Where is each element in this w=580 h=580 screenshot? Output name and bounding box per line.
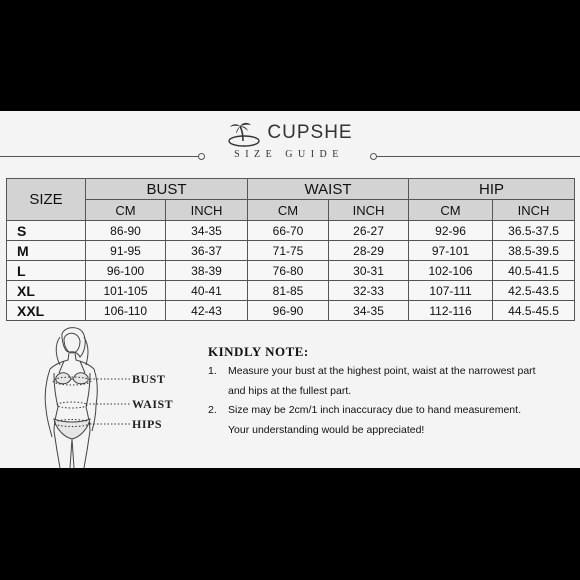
table-cell: 96-90 [248, 301, 329, 321]
table-cell: 26-27 [329, 221, 409, 241]
palm-tree-icon [227, 119, 261, 147]
unit-header: INCH [329, 200, 409, 221]
table-cell: 76-80 [248, 261, 329, 281]
size-label: L [7, 261, 86, 281]
size-guide-title: SIZE GUIDE [234, 149, 344, 160]
table-cell: 36.5-37.5 [493, 221, 575, 241]
bust-label: BUST [132, 372, 166, 386]
size-column-header: SIZE [7, 179, 86, 221]
table-cell: 112-116 [409, 301, 493, 321]
table-cell: 107-111 [409, 281, 493, 301]
kindly-note-title: KINDLY NOTE: [208, 344, 309, 359]
divider-dot-left [198, 153, 205, 160]
table-cell: 86-90 [86, 221, 166, 241]
table-cell: 28-29 [329, 241, 409, 261]
table-unit-row [7, 200, 575, 221]
note-item [208, 400, 568, 440]
hips-label: HIPS [132, 417, 163, 431]
size-label: XL [7, 281, 86, 301]
table-cell: 38.5-39.5 [493, 241, 575, 261]
table-cell: 66-70 [248, 221, 329, 241]
table-cell: 36-37 [166, 241, 248, 261]
table-cell: 71-75 [248, 241, 329, 261]
waist-group-header: WAIST [248, 179, 409, 200]
table-cell: 34-35 [166, 221, 248, 241]
brand-header [0, 119, 580, 147]
table-cell: 30-31 [329, 261, 409, 281]
table-cell: 40-41 [166, 281, 248, 301]
size-label: XXL [7, 301, 86, 321]
table-cell: 101-105 [86, 281, 166, 301]
table-row [7, 221, 575, 241]
table-cell: 42.5-43.5 [493, 281, 575, 301]
table-row [7, 261, 575, 281]
divider-line-left [0, 156, 200, 157]
table-row [7, 281, 575, 301]
table-cell: 38-39 [166, 261, 248, 281]
table-row [7, 301, 575, 321]
size-label: S [7, 221, 86, 241]
table-cell: 32-33 [329, 281, 409, 301]
table-cell: 92-96 [409, 221, 493, 241]
note-text-continued: and hips at the fullest part. [228, 385, 352, 397]
table-cell: 34-35 [329, 301, 409, 321]
unit-header: CM [248, 200, 329, 221]
table-cell: 97-101 [409, 241, 493, 261]
table-row [7, 241, 575, 261]
table-cell: 40.5-41.5 [493, 261, 575, 281]
table-cell: 81-85 [248, 281, 329, 301]
note-number: 1. [208, 365, 217, 377]
table-cell: 91-95 [86, 241, 166, 261]
hip-group-header: HIP [409, 179, 575, 200]
waist-label: WAIST [132, 397, 174, 411]
brand-name: CUPSHE [267, 122, 353, 143]
unit-header: INCH [166, 200, 248, 221]
table-cell: 44.5-45.5 [493, 301, 575, 321]
note-text-continued: Your understanding would be appreciated! [228, 424, 425, 436]
bust-group-header: BUST [86, 179, 248, 200]
note-text: Measure your bust at the highest point, waist at the narrowest part [228, 365, 536, 377]
table-cell: 106-110 [86, 301, 166, 321]
table-cell: 96-100 [86, 261, 166, 281]
table-cell: 42-43 [166, 301, 248, 321]
note-text: Size may be 2cm/1 inch inaccuracy due to hand measurement. [228, 404, 521, 416]
unit-header: CM [409, 200, 493, 221]
note-item [208, 361, 568, 401]
size-guide-divider [0, 149, 580, 163]
divider-line-right [376, 156, 580, 157]
note-number: 2. [208, 404, 217, 416]
measurement-figure [34, 325, 184, 468]
table-cell: 102-106 [409, 261, 493, 281]
unit-header: INCH [493, 200, 575, 221]
size-chart-table [6, 178, 575, 321]
size-label: M [7, 241, 86, 261]
unit-header: CM [86, 200, 166, 221]
size-guide-card [0, 111, 580, 468]
table-header-row [7, 179, 575, 200]
